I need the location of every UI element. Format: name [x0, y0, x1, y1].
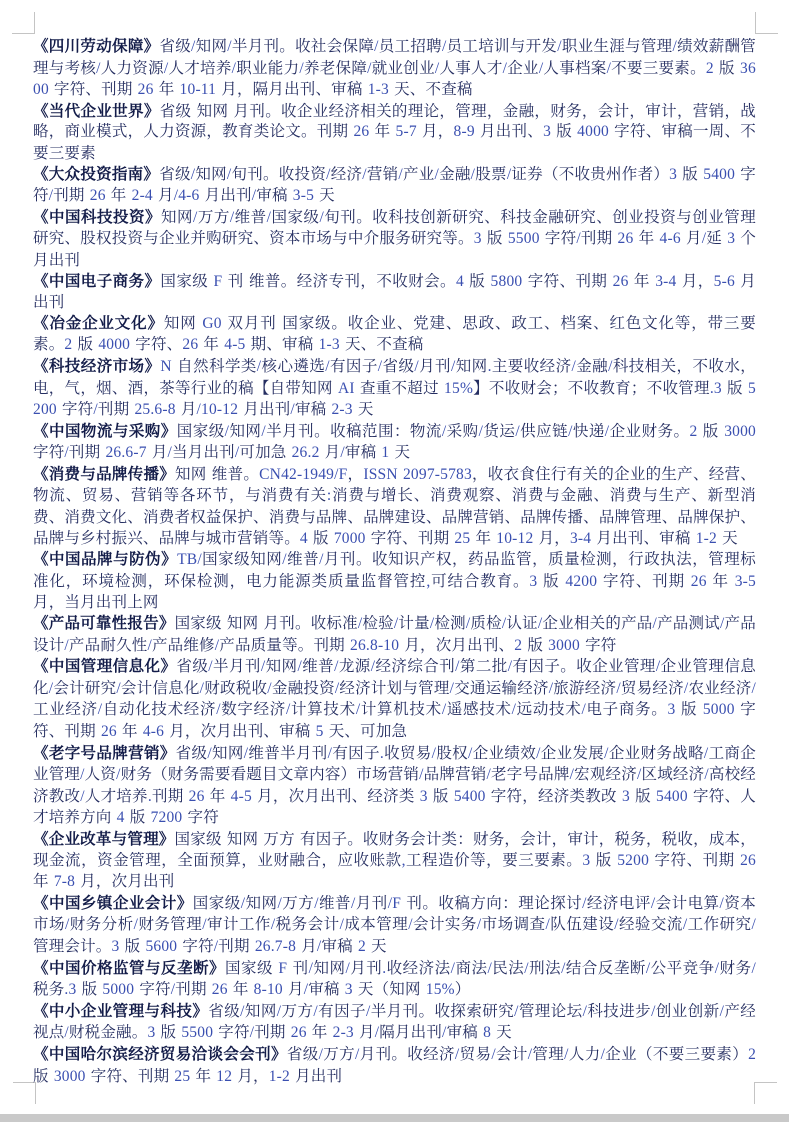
journal-entry [33, 36, 756, 101]
journal-details: 知网/万方/维普/国家级/旬刊。收科技创新研究、科技金融研究、创业投资与创业管理研究、股权投资与企业并购研究、资本市场与中介服务研究等。3 版 5500 字符/刊期 26 年 4-6 月/延 3 个月出刊 [33, 207, 757, 269]
journal-entry [33, 829, 756, 893]
journal-title: 《中国品牌与防伪》 [33, 550, 178, 569]
journal-title: 《科技经济市场》 [33, 356, 161, 375]
journal-entry [33, 164, 756, 207]
journal-entry [33, 743, 756, 829]
journal-details: 国家级 F 刊/知网/月刊.收经济法/商法/民法/刑法/结合反垄断/公平竞争/财务/税务.3 版 5000 字符/刊期 26 年 8-10 月/审稿 3 天（知网 15%） [33, 958, 757, 999]
journal-title: 《中国电子商务》 [33, 271, 161, 290]
journal-title: 《消费与品牌传播》 [33, 464, 176, 483]
journal-details: N 自然科学类/核心遴选/有因子/省级/月刊/知网.主要收经济/金融/科技相关，不收水，电，气，烟、酒，茶等行业的稿【自带知网 AI 查重不超过 15%】不收财会；不收教育；不收管理.3 版 5200 字符/刊期 25.6-8 月/10-12 月出刊/审稿 2-3 天 [33, 356, 756, 419]
journal-title: 《冶金企业文化》 [33, 313, 164, 332]
journal-title: 《老字号品牌营销》 [33, 743, 176, 762]
journal-title: 《中国物流与采购》 [33, 421, 177, 440]
journal-details: 国家级 F 刊 维普。经济专刊，不收财会。4 版 5800 字符、刊期 26 年 3-4 月，5-6 月出刊 [33, 271, 756, 312]
journal-details: 国家级/知网/万方/维普/月刊/F 刊。收稿方向：理论探讨/经济电评/会计电算/资本市场/财务分析/财务管理/审计工作/税务会计/成本管理/会计实务/市场调查/队伍建设/经验交流/工作研究/管理会计。3 版 5600 字符/刊期 26.7-8 月/审稿 2 天 [33, 893, 757, 955]
journal-entry [33, 1001, 756, 1044]
journal-details: 国家级/知网/半月刊。收稿范围：物流/采购/货运/供应链/快递/企业财务。2 版 3000 字符/刊期 26.6-7 月/当月出刊/可加急 26.2 月/审稿 1 天 [33, 421, 756, 462]
text-boundary-mark-bottom-right [754, 1082, 777, 1104]
page-bottom-edge [0, 1114, 789, 1122]
journal-title: 《大众投资指南》 [33, 164, 160, 183]
journal-details: 省级/知网/维普半月刊/有因子.收贸易/股权/企业绩效/企业发展/企业财务战略/工商企业管理/人资/财务（财务需要看题目文章内容）市场营销/品牌营销/老字号品牌/宏观经济/区域经济/高校经济教改/人才培养.刊期 26 年 4-5 月，次月出刊、经济类 3 版 5400 字符，经济类教改 3 版 5400 字符、人才培养方向 4 版 7200 字符 [33, 743, 756, 827]
journal-entry [33, 356, 756, 421]
journal-entry [33, 313, 756, 356]
journal-details: 省级/知网/旬刊。收投资/经济/营销/产业/金融/股票/证券（不收贵州作者）3 版 5400 字符/刊期 26 年 2-4 月/4-6 月出刊/审稿 3-5 天 [33, 164, 756, 205]
journal-entry [33, 893, 756, 958]
journal-entry [33, 656, 756, 742]
journal-title: 《四川劳动保障》 [33, 37, 160, 55]
journal-entry [33, 958, 756, 1001]
journal-title: 《企业改革与管理》 [33, 829, 175, 848]
text-boundary-mark-top-right [755, 12, 778, 34]
journal-details: 知网 维普。CN42-1949/F，ISSN 2097-5783，收衣食住行有关的企业的生产、经营、物流、贸易、营销等各环节，与消费有关:消费与增长、消费观察、消费与金融、消费与生产、新型消费、消费文化、消费者权益保护、消费与品牌、品牌建设、品牌营销、品牌传播、品牌管理、品牌保护、品牌与乡村振兴、品牌与城市营销等。4 版 7000 字符、刊期 25 年 10-12 月，3-4 月出刊、审稿 1-2 天 [33, 464, 756, 547]
journal-entry [33, 1044, 756, 1087]
journal-entry [33, 271, 756, 313]
journal-title: 《中国管理信息化》 [33, 657, 177, 676]
journal-title: 《产品可靠性报告》 [33, 614, 175, 633]
journal-title: 《中国价格监管与反垄断》 [33, 958, 225, 977]
journal-entry [33, 421, 756, 464]
journal-details: 省级 知网 月刊。收企业经济相关的理论，管理，金融，财务，会计，审计，营销，战略，商业模式，人力资源，教育类论文。刊期 26 年 5-7 月，8-9 月出刊、3 版 4000 字符、审稿一周、不要三要素 [33, 101, 756, 162]
text-boundary-mark-top-left [12, 12, 35, 34]
journal-entry [33, 464, 756, 549]
journal-details: 国家级 知网 月刊。收标准/检验/计量/检测/质检/认证/企业相关的产品/产品测试/产品设计/产品耐久性/产品维修/产品质量等。刊期 26.8-10 月，次月出刊、2 版 3000 字符 [33, 614, 756, 654]
journal-list [33, 36, 756, 1087]
journal-details: 省级/知网/半月刊。收社会保障/员工招聘/员工培训与开发/职业生涯与管理/绩效薪酬管理与考核/人力资源/人才培养/职业能力/养老保障/就业创业/人事人才/企业/人事档案/不要三要素。2 版 3600 字符、刊期 26 年 10-11 月，隔月出刊、审稿 1-3 天、不查稿 [33, 37, 756, 99]
journal-details: 省级/半月刊/知网/维普/龙源/经济综合刊/第二批/有因子。收企业管理/企业管理信息化/会计研究/会计信息化/财政税收/金融投资/经济计划与管理/交通运输经济/旅游经济/贸易经济/农业经济/工业经济/自动化技术经济/数字经济/计算技术/计算机技术/遥感技术/远动技术/电子商务。3 版 5000 字符、刊期 26 年 4-6 月，次月出刊、审稿 5 天、可加急 [33, 657, 756, 740]
journal-details: 省级/万方/月刊。收经济/贸易/会计/管理/人力/企业（不要三要素）2 版 3000 字符、刊期 25 年 12 月，1-2 月出刊 [33, 1044, 757, 1085]
journal-details: TB/国家级知网/维普/月刊。收知识产权，药品监管，质量检测，行政执法，管理标准化，环境检测，环保检测，电力能源类质量监督管控,可结合教育。3 版 4200 字符、刊期 26 年 3-5 月，当月出刊上网 [33, 550, 756, 612]
journal-title: 《中国哈尔滨经济贸易洽谈会会刊》 [33, 1044, 287, 1063]
journal-details: 国家级 知网 万方 有因子。收财务会计类：财务，会计，审计，税务，税收，成本，现金流，资金管理，全面预算，业财融合，应收账款,工程造价等，要三要素。3 版 5200 字符、刊期 26 年 7-8 月，次月出刊 [33, 829, 756, 891]
journal-entry [33, 613, 756, 656]
journal-title: 《当代企业世界》 [33, 101, 160, 120]
journal-entry [33, 549, 756, 613]
journal-title: 《中小企业管理与科技》 [33, 1001, 209, 1020]
journal-title: 《中国乡镇企业会计》 [33, 893, 193, 912]
journal-entry [33, 207, 756, 271]
journal-details: 省级/知网/万方/有因子/半月刊。收探索研究/管理论坛/科技进步/创业创新/产经视点/财税金融。3 版 5500 字符/刊期 26 年 2-3 月/隔月出刊/审稿 8 天 [33, 1001, 757, 1042]
journal-details: 知网 G0 双月刊 国家级。收企业、党建、思政、政工、档案、红色文化等，带三要素。2 版 4000 字符、26 年 4-5 期、审稿 1-3 天、不查稿 [33, 313, 756, 354]
journal-title: 《中国科技投资》 [33, 207, 161, 226]
journal-entry [33, 101, 756, 164]
